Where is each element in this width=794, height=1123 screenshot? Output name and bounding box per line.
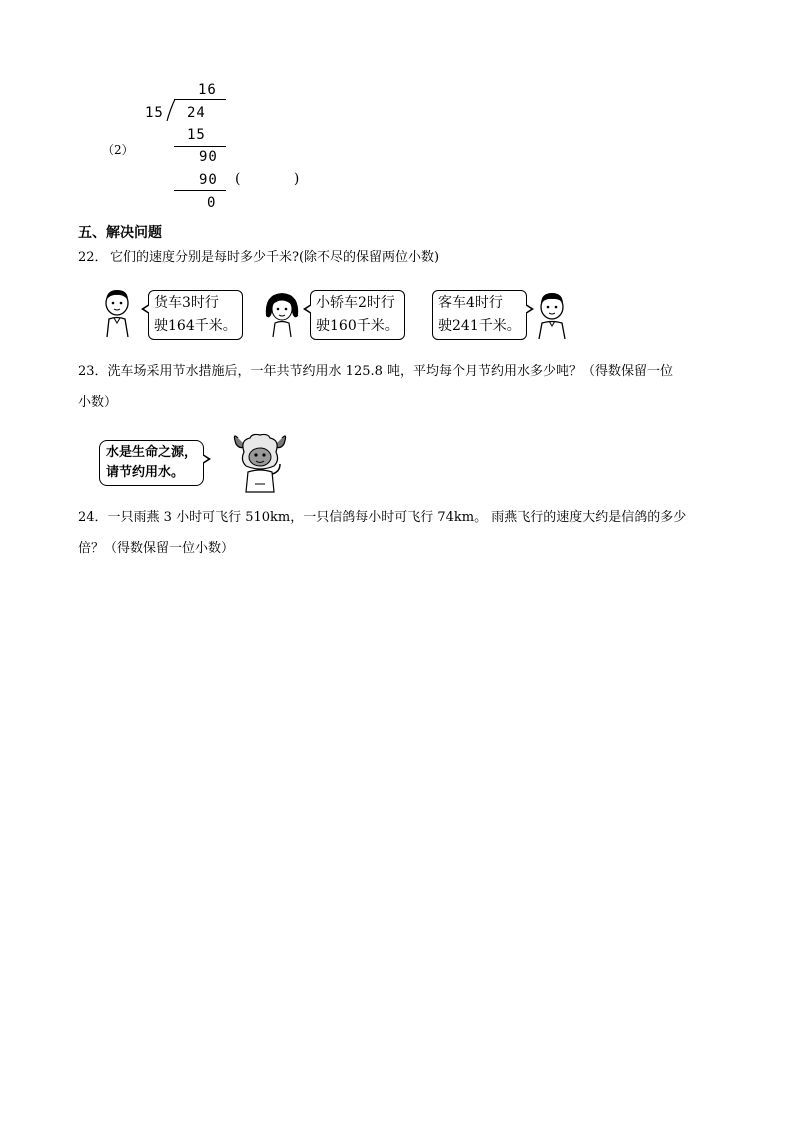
speech-bubble-bus	[432, 290, 527, 340]
division-bracket-top	[174, 99, 226, 100]
division-remainder: 0	[207, 195, 217, 211]
question-24-line-2: 倍？（得数保留一位小数）	[78, 541, 235, 556]
bubble-line: 驶241千米。	[438, 318, 521, 334]
division-line-1	[174, 146, 226, 147]
question-23-line-1: 23．洗车场采用节水措施后，一年共节约用水 125.8 吨，平均每个月节约用水多少吨？（得数保留一位	[78, 364, 674, 379]
division-line-2	[174, 190, 226, 191]
girl-character-icon	[262, 290, 302, 338]
speech-bubble-truck	[148, 290, 243, 340]
question-24-line-1: 24．一只雨燕 3 小时可飞行 510km，一只信鸽每小时可飞行 74km。 雨燕飞行的速度大约是信鸽的多少	[78, 510, 687, 525]
boy-character-2-icon	[530, 290, 574, 340]
division-dividend: 24	[187, 105, 206, 121]
division-step-2: 90	[199, 149, 218, 165]
division-quotient: 16	[198, 82, 217, 98]
sheep-character-icon	[230, 430, 290, 494]
bubble-line: 货车3时行	[154, 295, 219, 311]
bubble-line: 小轿车2时行	[316, 295, 395, 311]
division-divisor: 15	[145, 105, 164, 121]
bubble-line: 水是生命之源，	[106, 445, 198, 460]
section-title: 五、解决问题	[78, 225, 162, 241]
speech-bubble-water	[99, 440, 204, 486]
question-22-number: 22．	[78, 250, 108, 265]
question-23-line-2: 小数）	[78, 395, 118, 410]
answer-blank[interactable]: ( )	[235, 171, 300, 187]
speech-bubble-car	[310, 290, 405, 340]
bubble-line: 驶164千米。	[154, 318, 237, 334]
division-step-1: 15	[187, 127, 206, 143]
question-22-text: 它们的速度分别是每时多少千米?(除不尽的保留两位小数)	[110, 250, 440, 265]
problem-label-2: （2）	[102, 143, 134, 157]
boy-character-icon	[97, 287, 139, 339]
division-bracket-curve	[166, 98, 180, 122]
bubble-line: 驶160千米。	[316, 318, 399, 334]
bubble-line: 请节约用水。	[106, 465, 185, 480]
bubble-line: 客车4时行	[438, 295, 503, 311]
division-step-3: 90	[199, 172, 218, 188]
